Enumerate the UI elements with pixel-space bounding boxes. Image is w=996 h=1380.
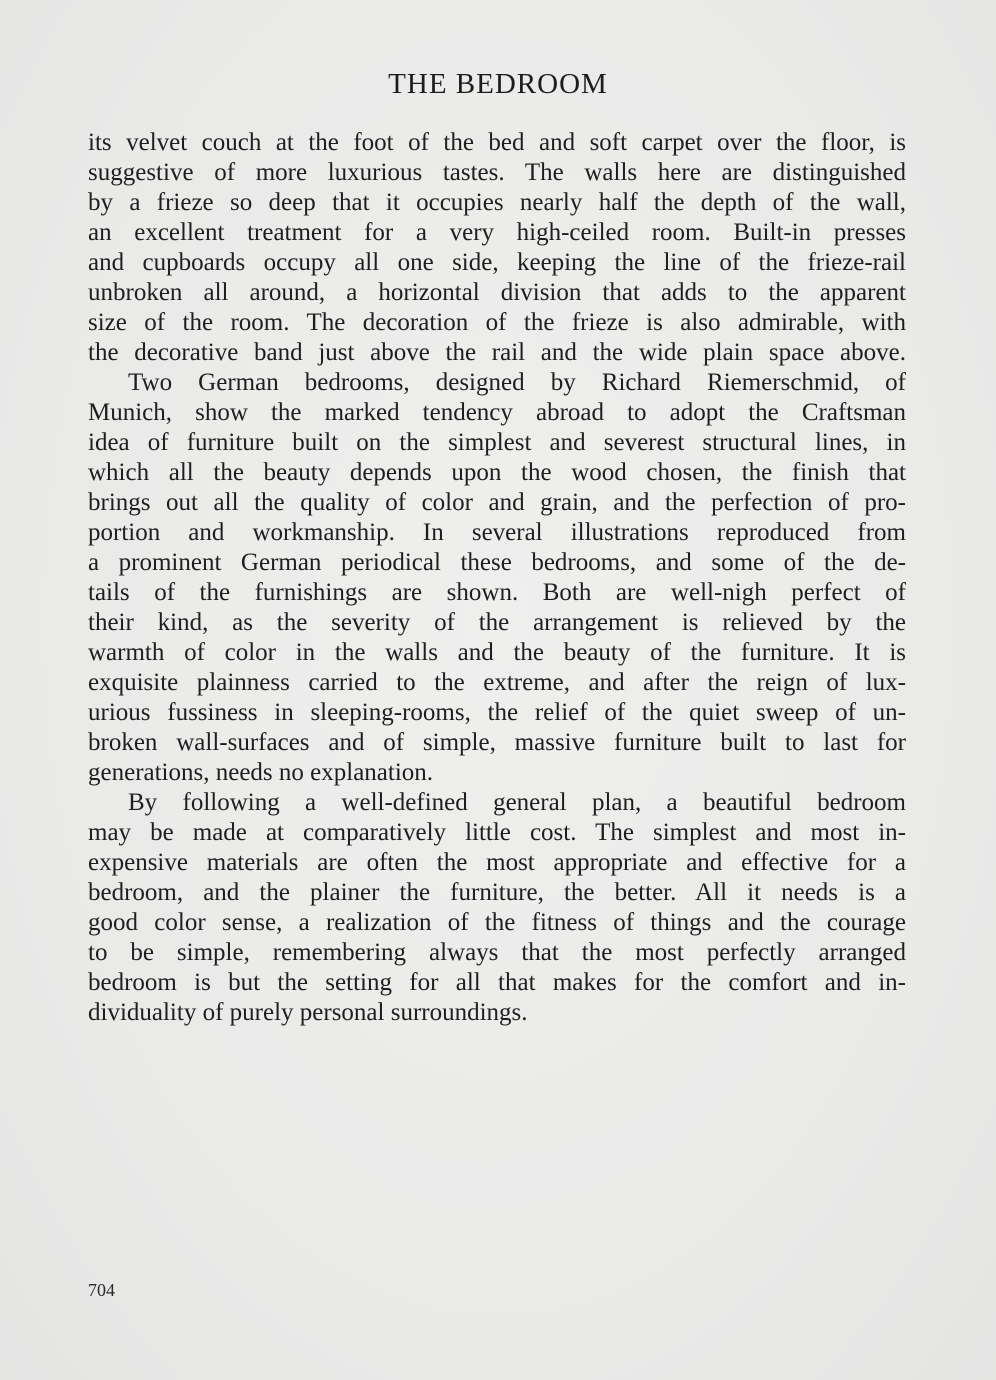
- running-head: THE BEDROOM: [388, 68, 608, 100]
- text-line: unbroken all around, a horizontal division that adds to the apparent: [88, 279, 906, 306]
- text-line: By following a well-defined general plan, a beautiful bedroom: [128, 789, 906, 816]
- page-number: 704: [88, 1280, 115, 1300]
- text-line: dividuality of purely personal surroundings.: [88, 999, 528, 1026]
- text-line: the decorative band just above the rail and the wide plain space above.: [88, 339, 906, 366]
- text-line: an excellent treatment for a very high-ceiled room. Built-in presses: [88, 219, 906, 246]
- paragraph-1: [88, 128, 906, 368]
- text-line: by a frieze so deep that it occupies nearly half the depth of the wall,: [88, 189, 906, 216]
- text-line: brings out all the quality of color and grain, and the perfection of pro-: [88, 489, 906, 516]
- text-line: generations, needs no explanation.: [88, 759, 434, 786]
- paragraph-3: [88, 788, 906, 1028]
- text-line: tails of the furnishings are shown. Both are well-nigh perfect of: [88, 579, 906, 606]
- paragraph-2: [88, 368, 906, 788]
- text-line: which all the beauty depends upon the wood chosen, the finish that: [88, 459, 906, 486]
- text-line: portion and workmanship. In several illustrations reproduced from: [88, 519, 906, 546]
- text-line: suggestive of more luxurious tastes. The walls here are distinguished: [88, 159, 906, 186]
- text-line: a prominent German periodical these bedrooms, and some of the de-: [88, 549, 906, 576]
- text-line: urious fussiness in sleeping-rooms, the relief of the quiet sweep of un-: [88, 699, 906, 726]
- text-line: Two German bedrooms, designed by Richard Riemerschmid, of: [128, 369, 906, 396]
- body-text: [88, 128, 906, 1028]
- text-line: warmth of color in the walls and the beauty of the furniture. It is: [88, 639, 906, 666]
- text-line: bedroom, and the plainer the furniture, the better. All it needs is a: [88, 879, 906, 906]
- text-line: Munich, show the marked tendency abroad to adopt the Craftsman: [88, 399, 906, 426]
- text-line: bedroom is but the setting for all that makes for the comfort and in-: [88, 969, 906, 996]
- text-line: may be made at comparatively little cost. The simplest and most in-: [88, 819, 906, 846]
- text-line: exquisite plainness carried to the extreme, and after the reign of lux-: [88, 669, 906, 696]
- text-line: to be simple, remembering always that the most perfectly arranged: [88, 939, 906, 966]
- text-line: and cupboards occupy all one side, keeping the line of the frieze-rail: [88, 249, 906, 276]
- text-line: good color sense, a realization of the fitness of things and the courage: [88, 909, 906, 936]
- text-line: idea of furniture built on the simplest and severest structural lines, in: [88, 429, 906, 456]
- text-line: broken wall-surfaces and of simple, massive furniture built to last for: [88, 729, 906, 756]
- text-line: expensive materials are often the most appropriate and effective for a: [88, 849, 906, 876]
- text-line: their kind, as the severity of the arrangement is relieved by the: [88, 609, 906, 636]
- text-line: size of the room. The decoration of the frieze is also admirable, with: [88, 309, 906, 336]
- text-line: its velvet couch at the foot of the bed and soft carpet over the floor, is: [88, 129, 906, 156]
